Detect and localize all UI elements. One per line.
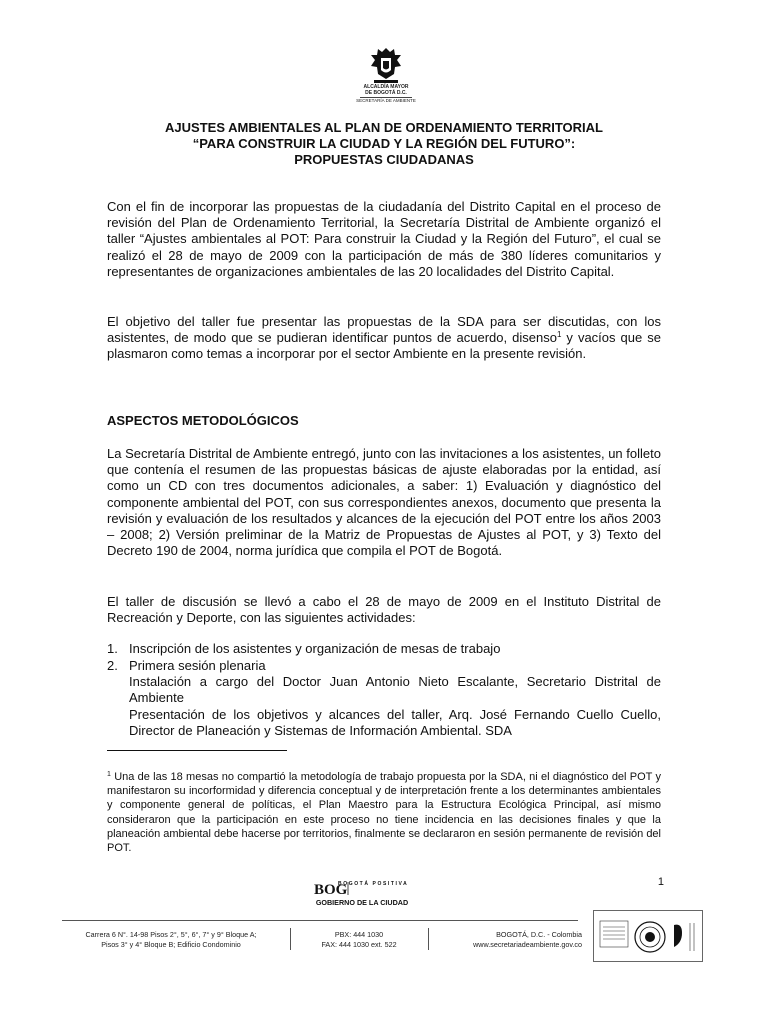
list-subitem-text: Presentación de los objetivos y alcances del taller, Arq. José Fernando Cuello Cuello, Director de Planeación y Sistemas de Información Ambiental. SDA — [129, 706, 661, 738]
certification-seal-icon — [594, 911, 704, 963]
footnote — [107, 770, 661, 855]
list-item — [107, 658, 661, 739]
section-heading: ASPECTOS METODOLÓGICOS — [107, 413, 299, 428]
footer-city: BOGOTÁ, D.C. - Colombia — [496, 930, 582, 939]
objective-text-start: El objetivo del taller fue presentar las propuestas de la SDA para ser discutidas, con los asistentes, de modo que se pudieran identificar puntos de acuerdo, disenso — [107, 314, 661, 346]
list-item-number: 2. — [107, 658, 118, 673]
page-number: 1 — [657, 876, 664, 888]
crest-caption-line3: SECRETARÍA DE AMBIENTE — [356, 98, 416, 103]
footer-address-line1: Carrera 6 N°. 14-98 Pisos 2°, 5°, 6°, 7° y 9° Bloque A; — [85, 930, 257, 939]
footer-pbx: PBX: 444 1030 — [334, 930, 384, 939]
footer-phone — [300, 930, 418, 950]
objective-text-end: y vacíos que se plasmaron como temas a incorporar por el sector Ambiente en la presente revisión. — [107, 330, 661, 362]
footer-separator — [290, 928, 291, 950]
list-item-text: Inscripción de los asistentes y organización de mesas de trabajo — [129, 641, 501, 656]
footer-contact — [436, 930, 582, 950]
footnote-reference[interactable]: 1 — [556, 330, 562, 340]
crest-caption-line1: ALCALDÍA MAYOR — [363, 84, 409, 90]
bogota-positiva-wordmark: BOGOTÁ POSITIVA — [338, 881, 409, 887]
footer-divider — [62, 920, 578, 921]
document-title-line2: “PARA CONSTRUIR LA CIUDAD Y LA REGIÓN DEL FUTURO”: — [192, 136, 576, 151]
footer-separator — [428, 928, 429, 950]
coat-of-arms-icon — [368, 46, 404, 86]
methodology-paragraph: La Secretaría Distrital de Ambiente entregó, junto con las invitaciones a los asistentes, un folleto que contenía el resumen de las propuestas básicas de ajuste elaboradas por la entidad, así como un CD con tres documentos adicionales, a saber: 1) Evaluación y diagnóstico del componente ambiental del POT, con sus correspondientes anexos, documento que presenta la revisión y evaluación de los resultados y alcances de la ejecución del POT entre los años 2003 – 2008; 2) Versión preliminar de la Matriz de Propuestas de Ajustes al POT, y 3) Texto del Decreto 190 de 2004, norma jurídica que compila el POT de Bogotá. — [107, 446, 661, 559]
certification-seals — [593, 910, 703, 962]
footer-address-line2: Pisos 3° y 4° Bloque B; Edificio Condominio — [101, 940, 241, 949]
footer-fax: FAX: 444 1030 ext. 522 — [321, 940, 397, 949]
workshop-paragraph: El taller de discusión se llevó a cabo el 28 de mayo de 2009 en el Instituto Distrital de Recreación y Deporte, con las siguientes actividades: — [107, 594, 661, 626]
footnote-divider — [107, 750, 287, 751]
bog-logo-mark: BOG — [314, 882, 348, 898]
list-subitem-text: Instalación a cargo del Doctor Juan Antonio Nieto Escalante, Secretario Distrital de Ambiente — [129, 674, 661, 706]
list-item-number: 1. — [107, 641, 118, 656]
gobierno-tagline: GOBIERNO DE LA CIUDAD — [315, 898, 409, 907]
document-title-line3: PROPUESTAS CIUDADANAS — [294, 152, 474, 167]
intro-paragraph: Con el fin de incorporar las propuestas de la ciudadanía del Distrito Capital en el proceso de revisión del Plan de Ordenamiento Territorial, la Secretaría Distrital de Ambiente organizó el taller “Ajustes ambientales al POT: Para construir la Ciudad y la Región del Futuro”, el cual se realizó el 28 de mayo de 2009 con la participación de más de 380 líderes comunitarios y representantes de organizaciones ambientales de las 20 localidades del Distrito Capital. — [107, 199, 661, 279]
footnote-marker: 1 — [107, 771, 111, 778]
list-item-text: Primera sesión plenaria — [129, 658, 266, 673]
document-title-line1: AJUSTES AMBIENTALES AL PLAN DE ORDENAMIENTO TERRITORIAL — [165, 120, 603, 135]
footer-address — [62, 930, 280, 950]
footer-website[interactable]: www.secretariadeambiente.gov.co — [473, 940, 582, 949]
crest-caption-line2: DE BOGOTÁ D.C. — [365, 90, 407, 96]
list-item — [107, 641, 661, 657]
footnote-text: Una de las 18 mesas no compartió la metodología de trabajo propuesta por la SDA, ni el diagnóstico del POT y manifestaron su incorformidad y diferencia conceptual y de interpretación frente a los determinantes ambientales y componente general de políticas, el Plan Maestro para la Estructura Ecológica Principal, así mismo consideraron que la participación en este proceso no tiene incidencia en las decisiones finales y que la planeación ambiental debe hacerse por territorios, finalmente se declararon en sesión permanente de revisión del POT. — [107, 771, 661, 855]
objective-paragraph — [107, 314, 661, 363]
